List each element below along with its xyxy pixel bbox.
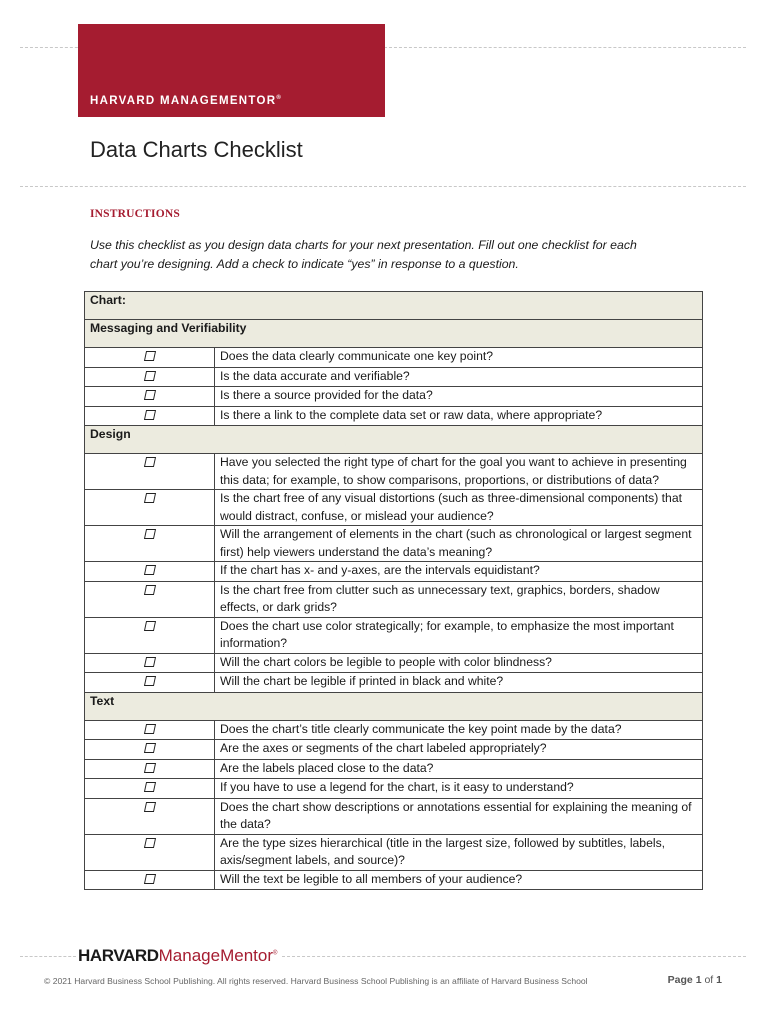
checkbox[interactable]: [143, 529, 155, 539]
question-text: Have you selected the right type of chart for the goal you want to achieve in presenting this data; for example, to show comparisons, proportions, or distributions of data?: [215, 454, 703, 490]
question-text: Will the chart be legible if printed in black and white?: [215, 673, 703, 693]
question-text: Does the chart’s title clearly communicate the key point made by the data?: [215, 720, 703, 740]
checklist-row: [85, 779, 703, 799]
checkbox-cell: [85, 526, 215, 562]
checkbox-cell: [85, 798, 215, 834]
checklist-row: [85, 387, 703, 407]
copyright-text: © 2021 Harvard Business School Publishing. All rights reserved. Harvard Business School Publishing is an affiliate of Harvard Business School: [44, 976, 588, 986]
checkbox[interactable]: [143, 743, 155, 753]
question-text: Is the data accurate and verifiable?: [215, 367, 703, 387]
question-text: Does the chart show descriptions or annotations essential for explaining the meaning of the data?: [215, 798, 703, 834]
checkbox[interactable]: [143, 371, 155, 381]
checkbox-cell: [85, 740, 215, 760]
title-dotted-rule: [20, 186, 746, 187]
checkbox-cell: [85, 870, 215, 890]
checkbox[interactable]: [143, 763, 155, 773]
question-text: If you have to use a legend for the chart, is it easy to understand?: [215, 779, 703, 799]
checkbox[interactable]: [143, 782, 155, 792]
section-title: Messaging and Verifiability: [85, 320, 703, 348]
instructions-text: Use this checklist as you design data charts for your next presentation. Fill out one checklist for each chart you’re designing. Add a check to indicate “yes” in response to a question.: [90, 238, 637, 271]
checkbox[interactable]: [143, 802, 155, 812]
checklist-row: [85, 454, 703, 490]
checkbox-cell: [85, 617, 215, 653]
question-text: Are the axes or segments of the chart labeled appropriately?: [215, 740, 703, 760]
checkbox[interactable]: [143, 874, 155, 884]
checkbox[interactable]: [143, 724, 155, 734]
question-text: Is the chart free of any visual distortions (such as three-dimensional components) that would distract, confuse, or mislead your audience?: [215, 490, 703, 526]
checkbox[interactable]: [143, 390, 155, 400]
checkbox-cell: [85, 562, 215, 582]
question-text: Will the chart colors be legible to people with color blindness?: [215, 653, 703, 673]
checkbox-cell: [85, 367, 215, 387]
checkbox-cell: [85, 834, 215, 870]
question-text: Will the arrangement of elements in the chart (such as chronological or largest segment first) help viewers understand the data’s meaning?: [215, 526, 703, 562]
section-title: Text: [85, 692, 703, 720]
checklist-row: [85, 834, 703, 870]
checkbox[interactable]: [143, 657, 155, 667]
checkbox-cell: [85, 673, 215, 693]
question-text: Are the labels placed close to the data?: [215, 759, 703, 779]
checklist-row: [85, 562, 703, 582]
checkbox-cell: [85, 454, 215, 490]
checklist-row: [85, 870, 703, 890]
chart-name-row: [85, 292, 703, 320]
checkbox-cell: [85, 387, 215, 407]
checklist-row: [85, 348, 703, 368]
checklist-row: [85, 653, 703, 673]
checkbox[interactable]: [143, 457, 155, 467]
checkbox[interactable]: [143, 565, 155, 575]
checkbox-cell: [85, 653, 215, 673]
checkbox-cell: [85, 759, 215, 779]
question-text: Is the chart free from clutter such as unnecessary text, graphics, borders, shadow effects, or dark grids?: [215, 581, 703, 617]
brand-name: HARVARD MANAGEMENTOR®: [90, 95, 281, 107]
checklist-row: [85, 740, 703, 760]
section-header-row: [85, 320, 703, 348]
checkbox[interactable]: [143, 410, 155, 420]
section-title: Design: [85, 426, 703, 454]
question-text: Does the chart use color strategically; for example, to emphasize the most important information?: [215, 617, 703, 653]
checkbox-cell: [85, 720, 215, 740]
checkbox-cell: [85, 581, 215, 617]
checkbox[interactable]: [143, 351, 155, 361]
checklist-row: [85, 720, 703, 740]
checkbox[interactable]: [143, 493, 155, 503]
question-text: Does the data clearly communicate one key point?: [215, 348, 703, 368]
checkbox-cell: [85, 406, 215, 426]
checkbox[interactable]: [143, 676, 155, 686]
question-text: Are the type sizes hierarchical (title in the largest size, followed by subtitles, labels, axis/segment labels, and source)?: [215, 834, 703, 870]
checklist-row: [85, 673, 703, 693]
page-number: Page 1 of 1: [667, 974, 722, 986]
checklist-row: [85, 581, 703, 617]
checklist-row: [85, 759, 703, 779]
section-header-row: [85, 426, 703, 454]
checkbox[interactable]: [143, 585, 155, 595]
brand-banner: [78, 24, 385, 117]
checklist-row: [85, 406, 703, 426]
section-header-row: [85, 692, 703, 720]
checkbox-cell: [85, 490, 215, 526]
page-title: Data Charts Checklist: [90, 137, 303, 162]
footer-dotted-rule-left: [20, 956, 76, 957]
question-text: If the chart has x- and y-axes, are the intervals equidistant?: [215, 562, 703, 582]
checkbox[interactable]: [143, 621, 155, 631]
question-text: Is there a link to the complete data set or raw data, where appropriate?: [215, 406, 703, 426]
question-text: Will the text be legible to all members of your audience?: [215, 870, 703, 890]
checkbox[interactable]: [143, 838, 155, 848]
checkbox-cell: [85, 348, 215, 368]
instructions-heading: INSTRUCTIONS: [90, 208, 180, 220]
checklist-row: [85, 617, 703, 653]
checkbox-cell: [85, 779, 215, 799]
checklist-row: [85, 490, 703, 526]
checklist-row: [85, 526, 703, 562]
chart-name-label[interactable]: Chart:: [85, 292, 703, 320]
footer-logo: HARVARDManageMentor®: [78, 946, 278, 965]
footer-dotted-rule-right: [282, 956, 746, 957]
question-text: Is there a source provided for the data?: [215, 387, 703, 407]
checklist-table: [84, 291, 703, 890]
checklist-row: [85, 798, 703, 834]
checklist-row: [85, 367, 703, 387]
